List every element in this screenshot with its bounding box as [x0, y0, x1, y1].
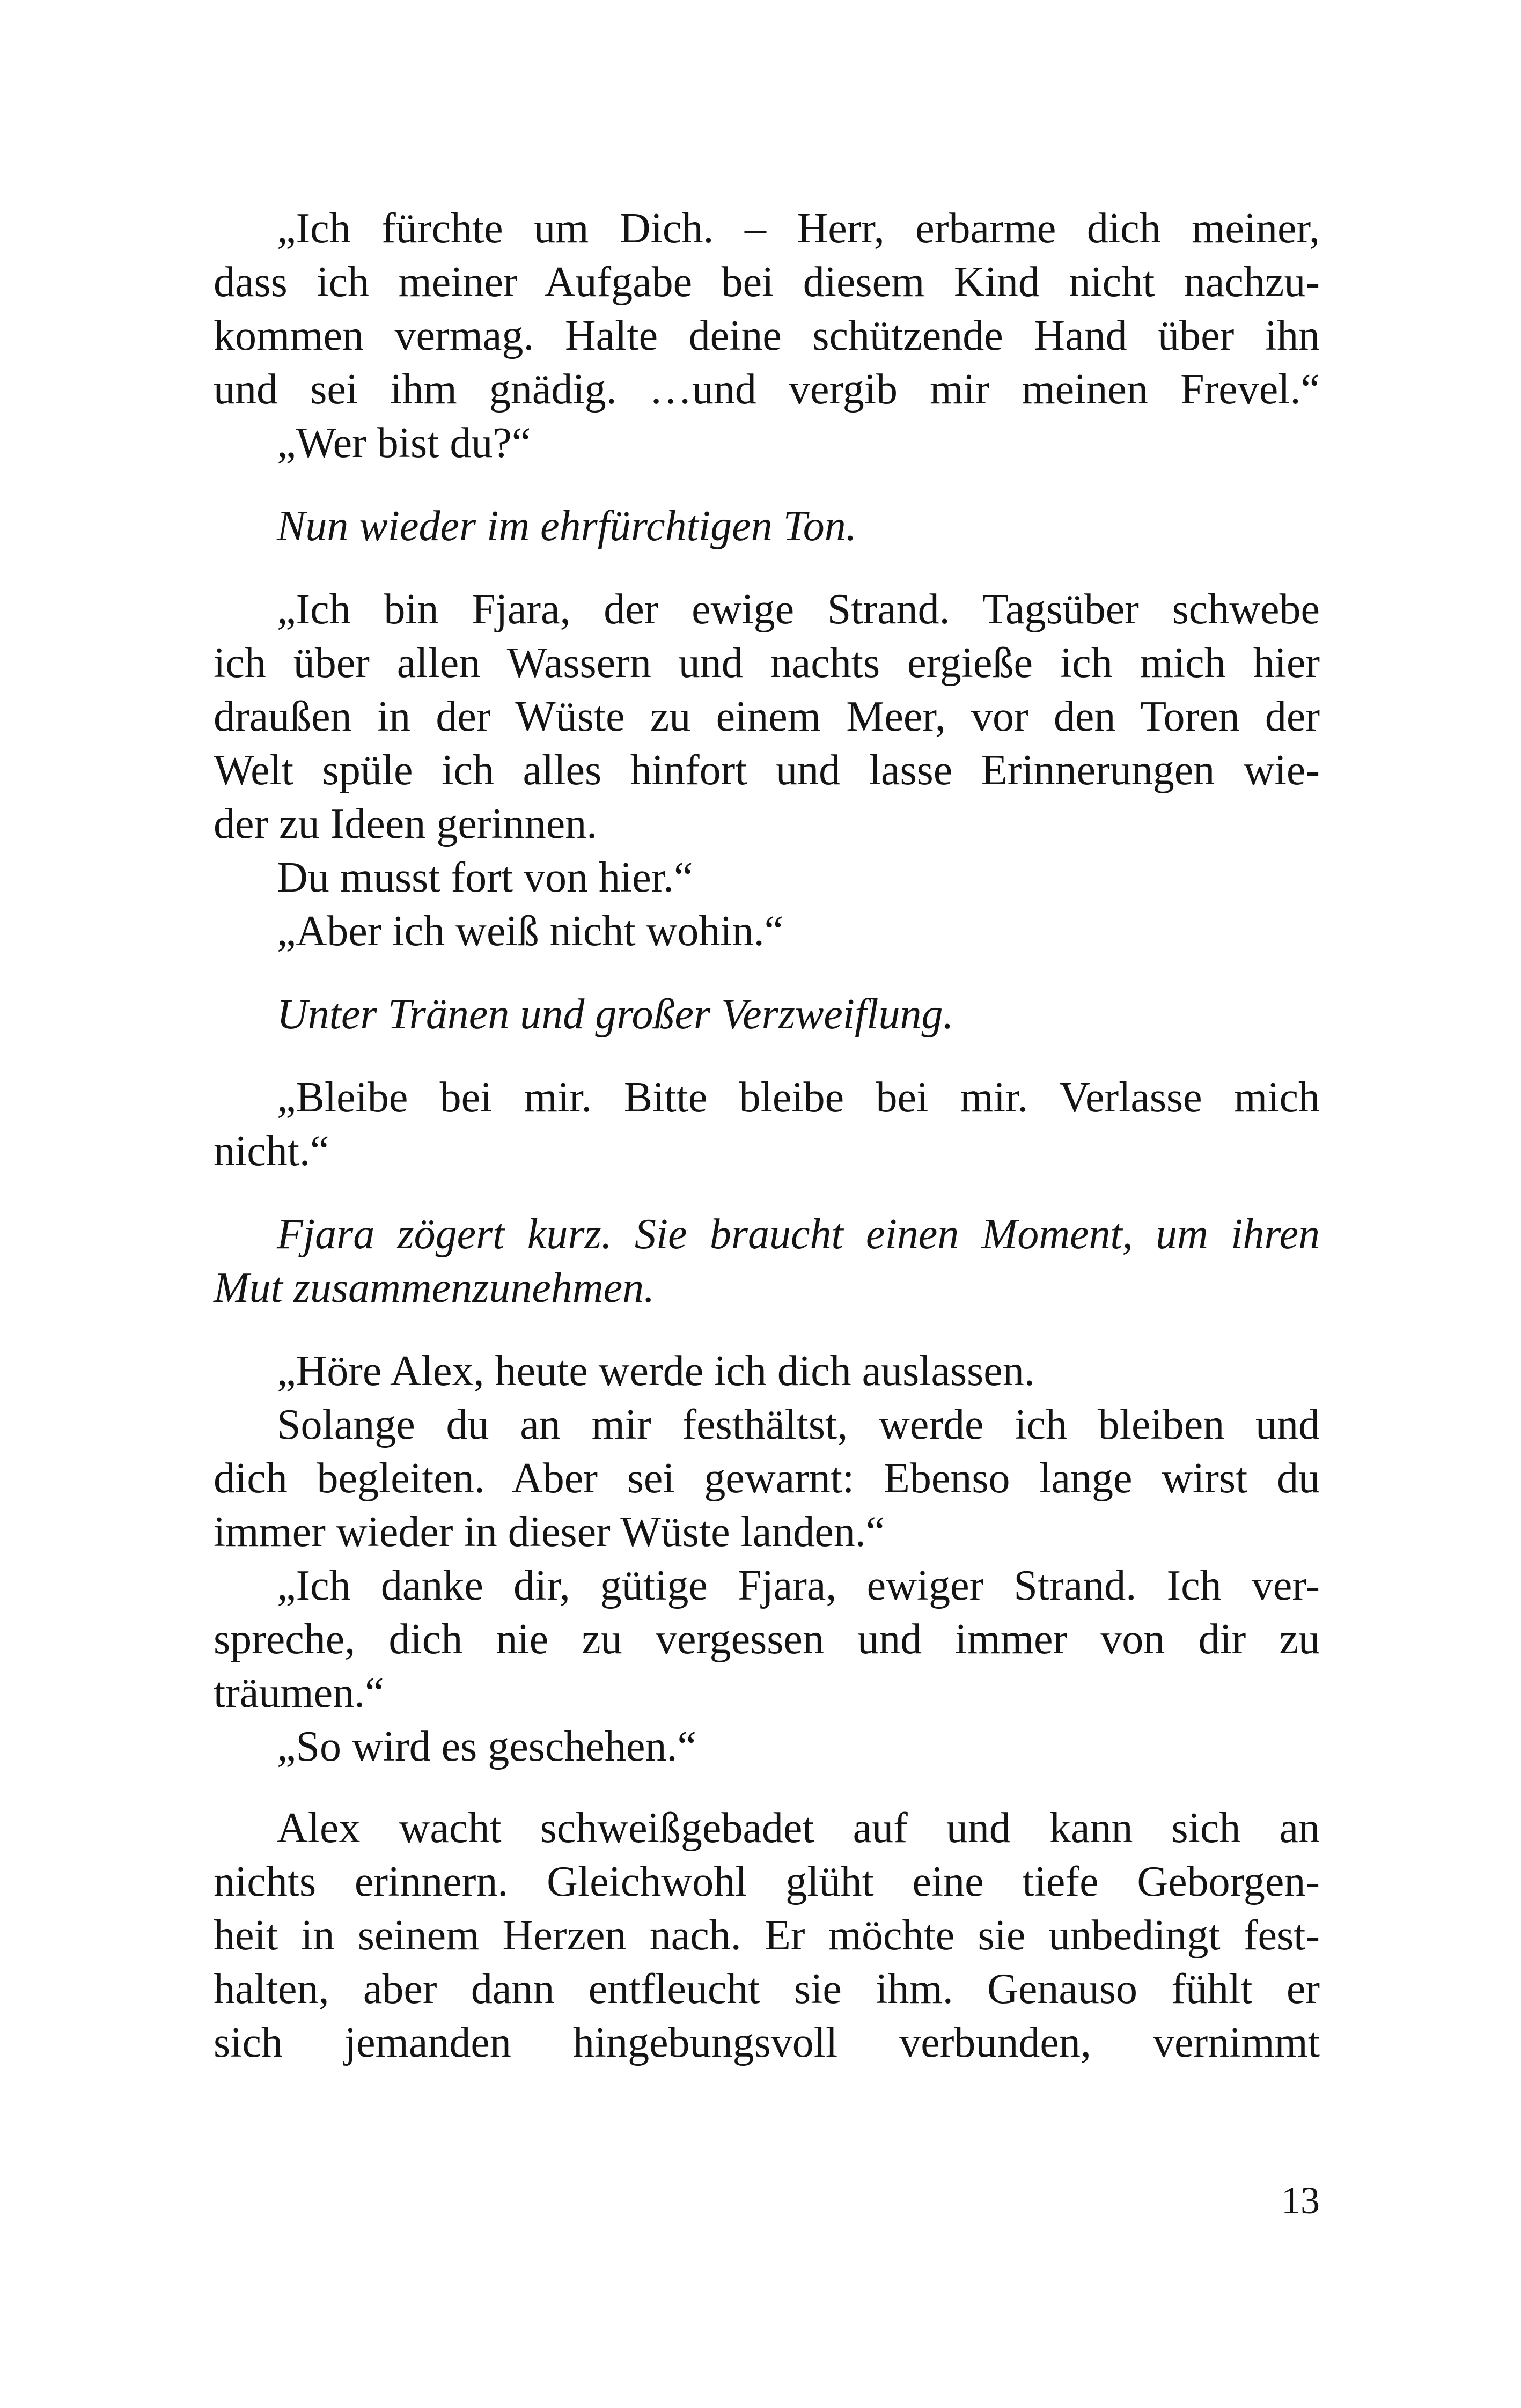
page-body: [214, 202, 1320, 2070]
text-line: nicht.“: [214, 1128, 329, 1175]
text-line: der zu Ideen gerinnen.: [214, 800, 598, 848]
stage-direction: Nun wieder im ehrfürchtigen Ton.: [277, 503, 857, 550]
text-line: „Aber ich weiß nicht wohin.“: [277, 908, 784, 955]
text-line: „Ich bin Fjara, der ewige Strand. Tagsüber schwebe: [277, 586, 1320, 633]
stage-direction: Mut zusammenzunehmen.: [214, 1264, 655, 1312]
text-line: „Ich danke dir, gütige Fjara, ewiger Strand. Ich ver-: [277, 1562, 1320, 1609]
text-line: kommen vermag. Halte deine schützende Hand über ihn: [214, 312, 1320, 359]
text-line: sich jemanden hingebungsvoll verbunden, vernimmt: [214, 2019, 1320, 2066]
text-line: träumen.“: [214, 1669, 384, 1717]
text-line: „Bleibe bei mir. Bitte bleibe bei mir. Verlasse mich: [277, 1074, 1320, 1121]
text-line: Du musst fort von hier.“: [277, 854, 693, 901]
text-line: Solange du an mir festhältst, werde ich bleiben und: [277, 1401, 1320, 1448]
text-line: halten, aber dann entfleucht sie ihm. Genauso fühlt er: [214, 1965, 1320, 2013]
text-line: nichts erinnern. Gleichwohl glüht eine tiefe Geborgen-: [214, 1858, 1320, 1905]
text-line: „Höre Alex, heute werde ich dich auslassen.: [277, 1347, 1035, 1395]
text-line: Welt spüle ich alles hinfort und lasse Erinnerungen wie-: [214, 747, 1320, 794]
text-line: draußen in der Wüste zu einem Meer, vor den Toren der: [214, 693, 1320, 740]
text-line: dich begleiten. Aber sei gewarnt: Ebenso lange wirst du: [214, 1455, 1320, 1502]
text-line: immer wieder in dieser Wüste landen.“: [214, 1508, 885, 1556]
text-line: und sei ihm gnädig. …und vergib mir meinen Frevel.“: [214, 366, 1320, 413]
text-line: „Wer bist du?“: [277, 419, 531, 467]
page-number: 13: [1281, 2179, 1320, 2222]
text-line: „So wird es geschehen.“: [277, 1723, 696, 1770]
text-line: spreche, dich nie zu vergessen und immer von dir zu: [214, 1616, 1320, 1663]
text-line: ich über allen Wassern und nachts ergieße ich mich hier: [214, 639, 1320, 687]
stage-direction: Unter Tränen und großer Verzweiflung.: [277, 991, 954, 1038]
stage-direction: Fjara zögert kurz. Sie braucht einen Moment, um ihren: [277, 1211, 1320, 1258]
text-line: „Ich fürchte um Dich. – Herr, erbarme dich meiner,: [277, 205, 1320, 252]
text-line: dass ich meiner Aufgabe bei diesem Kind nicht nachzu-: [214, 259, 1320, 306]
text-line: heit in seinem Herzen nach. Er möchte sie unbedingt fest-: [214, 1912, 1320, 1959]
text-line: Alex wacht schweißgebadet auf und kann sich an: [277, 1805, 1320, 1852]
